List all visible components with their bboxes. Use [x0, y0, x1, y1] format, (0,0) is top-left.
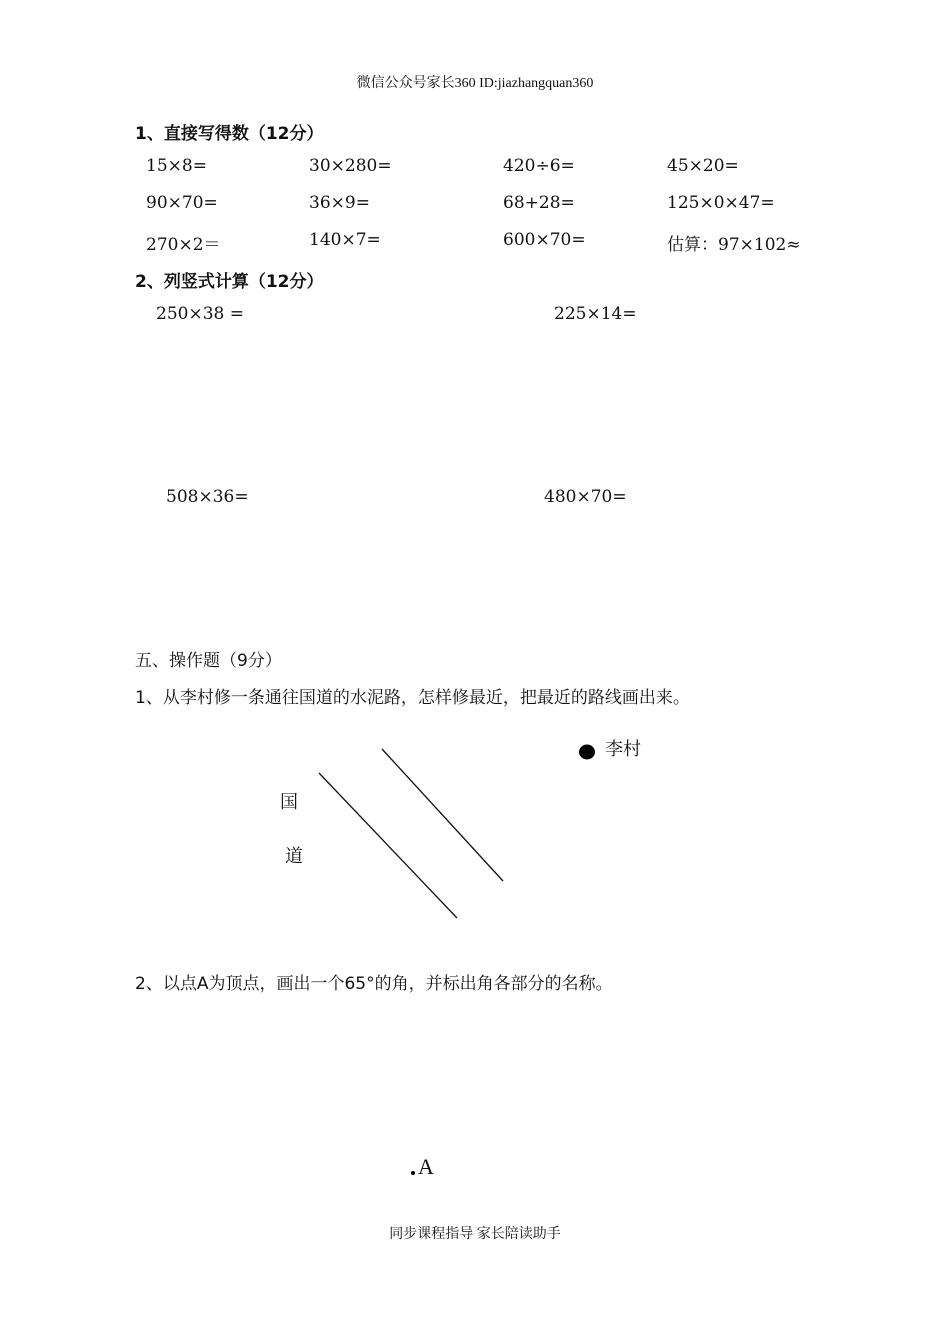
vertical-calc-problem: 225×14= — [554, 304, 637, 324]
page-header: 微信公众号家长360 ID:jiazhangquan360 — [356, 76, 594, 91]
mental-math-problem: 15×8= — [146, 156, 207, 176]
vertical-calc-problem: 250×38 = — [156, 304, 244, 324]
mental-math-problem: 270×2＝ — [146, 235, 221, 255]
road-label: 道 — [285, 846, 303, 867]
estimation-problem: 估算：97×102≈ — [667, 235, 801, 255]
mental-math-problem: 45×20= — [667, 156, 739, 176]
road-label: 国 — [280, 792, 298, 813]
village-point — [579, 745, 595, 760]
vertical-calc-problem: 480×70= — [544, 487, 627, 507]
mental-math-problem: 600×70= — [503, 230, 586, 250]
mental-math-problem: 125×0×47= — [667, 193, 775, 213]
point-a-label: A — [418, 1154, 434, 1179]
mental-math-problem: 36×9= — [309, 193, 370, 213]
point-a-dot — [411, 1171, 415, 1175]
mental-math-problem: 140×7= — [309, 230, 381, 250]
mental-math-problem: 68+28= — [503, 193, 575, 213]
page-footer: 同步课程指导 家长陪读助手 — [389, 1227, 561, 1242]
road-edge-line — [319, 773, 457, 918]
task-1-text: 1、从李村修一条通往国道的水泥路，怎样修最近，把最近的路线画出来。 — [135, 688, 690, 708]
road-edge-line — [382, 749, 503, 881]
task-2-text: 2、以点A为顶点，画出一个65°的角，并标出角各部分的名称。 — [135, 974, 613, 994]
section-5-heading: 五、操作题（9分） — [135, 651, 282, 671]
mental-math-problem: 30×280= — [309, 156, 392, 176]
mental-math-problem: 90×70= — [146, 193, 218, 213]
mental-math-problem: 420÷6= — [503, 156, 575, 176]
section-1-heading: 1、直接写得数（12分） — [135, 124, 324, 144]
vertical-calc-problem: 508×36= — [166, 487, 249, 507]
section-2-heading: 2、列竖式计算（12分） — [135, 272, 324, 292]
village-label: 李村 — [605, 739, 641, 760]
